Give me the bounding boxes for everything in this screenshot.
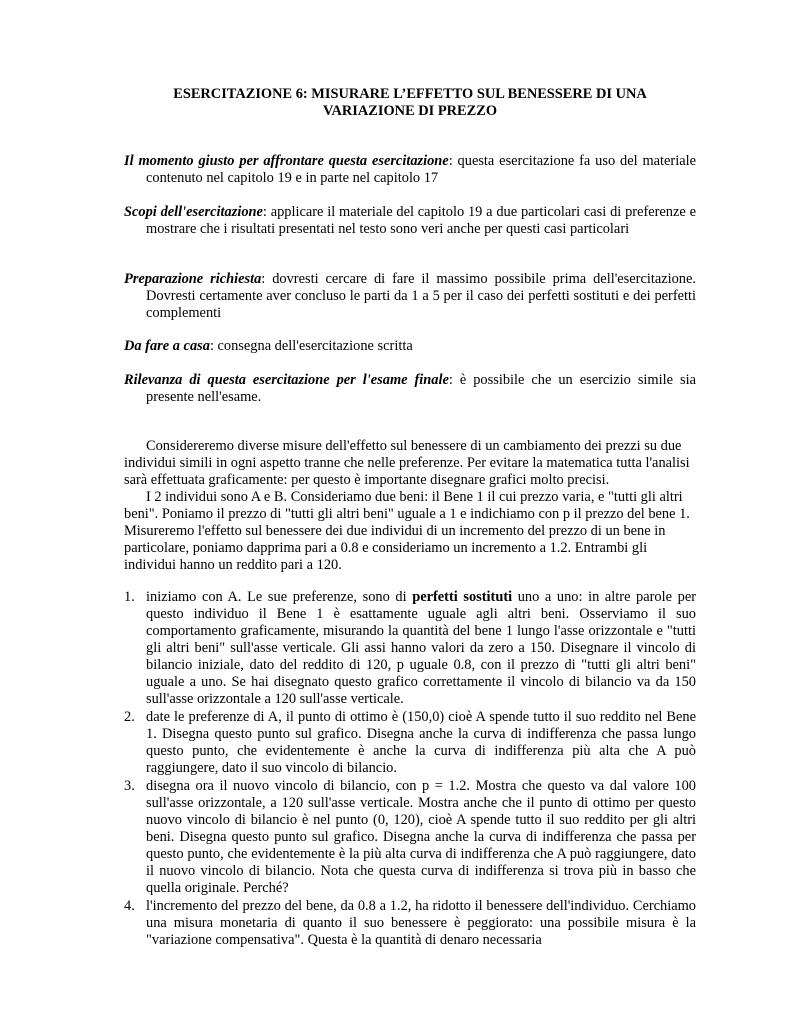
- document-title: [124, 86, 696, 120]
- item-number: 4.: [124, 898, 135, 914]
- meta-label: Rilevanza di questa esercitazione per l'esame finale: [124, 372, 449, 388]
- meta-timing: [124, 153, 696, 187]
- item-text: disegna ora il nuovo vincolo di bilancio, con p = 1.2. Mostra che questo va dal valore 100 sull'asse orizzontale, a 120 sull'asse verticale. Mostra anche che il punto di ottimo per questo nuovo vincolo di bilancio è nel punto (0, 120), cioè A spende tutto il suo reddito per gli altri beni. Disegna questo punto sul grafico. Disegna anche la curva di indifferenza che passa per questo punto, che evidentemente è la più alta curva di indifferenza che A può raggiungere, dato il nuovo vincolo di bilancio. Nota che questa curva di indifferenza si trova più in basso che quella originale. Perché?: [146, 778, 696, 896]
- meta-goals: [124, 204, 696, 238]
- list-item: [124, 709, 696, 777]
- item-number: 3.: [124, 778, 135, 794]
- meta-text: : applicare il materiale del capitolo 19 a due particolari casi di preferenze e mostrare che i risultati presentati nel testo sono veri anche per questi casi particolari: [146, 204, 696, 237]
- meta-label: Il momento giusto per affrontare questa esercitazione: [124, 153, 449, 169]
- intro-block: [124, 438, 696, 574]
- meta-homework: [124, 338, 696, 355]
- meta-label: Da fare a casa: [124, 338, 210, 354]
- list-item: [124, 778, 696, 897]
- meta-label: Scopi dell'esercitazione: [124, 204, 263, 220]
- meta-relevance: [124, 372, 696, 406]
- title-line-1: ESERCITAZIONE 6: MISURARE L’EFFETTO SUL BENESSERE DI UNA: [173, 86, 647, 102]
- item-bold-text: perfetti sostituti: [412, 589, 513, 605]
- intro-paragraph: Considereremo diverse misure dell'effetto sul benessere di un cambiamento dei prezzi su due individui simili in ogni aspetto tranne che nelle preferenze. Per evitare la matematica tutta l'analisi sarà effettuata graficamente: per questo è importante disegnare grafici molto precisi.: [124, 438, 690, 488]
- meta-label: Preparazione richiesta: [124, 271, 262, 287]
- item-text: iniziamo con A. Le sue preferenze, sono di: [146, 589, 413, 605]
- title-line-2: VARIAZIONE DI PREZZO: [322, 103, 498, 119]
- meta-text: : è possibile che un esercizio simile sia presente nell'esame.: [146, 372, 696, 405]
- meta-text: : dovresti cercare di fare il massimo possibile prima dell'esercitazione. Dovresti certamente aver concluso le parti da 1 a 5 per il caso dei perfetti sostituti e dei perfetti complementi: [146, 271, 696, 321]
- exercise-list: [124, 589, 696, 950]
- item-number: 2.: [124, 709, 135, 725]
- item-text: date le preferenze di A, il punto di ottimo è (150,0) cioè A spende tutto il suo reddito nel Bene 1. Disegna questo punto sul grafico. Disegna anche la curva di indifferenza che passa lungo questo punto, che evidentemente è anche la curva di indifferenza più alta che A può raggiungere, dato il suo vincolo di bilancio.: [146, 709, 696, 776]
- item-text: l'incremento del prezzo del bene, da 0.8 a 1.2, ha ridotto il benessere dell'individuo. Cerchiamo una misura monetaria di quanto il suo benessere è peggiorato: una possibile misura è la "variazione compensativa". Questa è la quantità di denaro necessaria: [146, 898, 696, 948]
- meta-preparation: [124, 271, 696, 322]
- intro-paragraph: I 2 individui sono A e B. Consideriamo due beni: il Bene 1 il cui prezzo varia, e "tutti gli altri beni". Poniamo il prezzo di "tutti gli altri beni" uguale a 1 e indichiamo con p il prezzo del bene 1. Misureremo l'effetto sul benessere dei due individui di un incremento del prezzo di un bene in particolare, poniamo dapprima pari a 0.8 e consideriamo un incremento a 1.2. Entrambi gli individui hanno un reddito pari a 120.: [124, 489, 690, 573]
- list-item: [124, 589, 696, 708]
- item-text: uno a uno: in altre parole per questo individuo il Bene 1 è esattamente uguale agli altri beni. Osserviamo il suo comportamento graficamente, misurando la quantità del bene 1 lungo l'asse orizzontale e "tutti gli altri beni" sull'asse verticale. Gli assi hanno valori da zero a 150. Disegnare il vincolo di bilancio iniziale, dato del reddito di 120, p uguale 0.8, con il prezzo di "tutti gli altri beni" uguale a uno. Se hai disegnato questo grafico correttamente il vincolo di bilancio va da 150 sull'asse orizzontale a 120 sull'asse verticale.: [146, 589, 696, 707]
- list-item: [124, 898, 696, 949]
- meta-text: : questa esercitazione fa uso del materiale contenuto nel capitolo 19 e in parte nel capitolo 17: [146, 153, 696, 186]
- item-number: 1.: [124, 589, 135, 605]
- meta-text: : consegna dell'esercitazione scritta: [209, 338, 413, 354]
